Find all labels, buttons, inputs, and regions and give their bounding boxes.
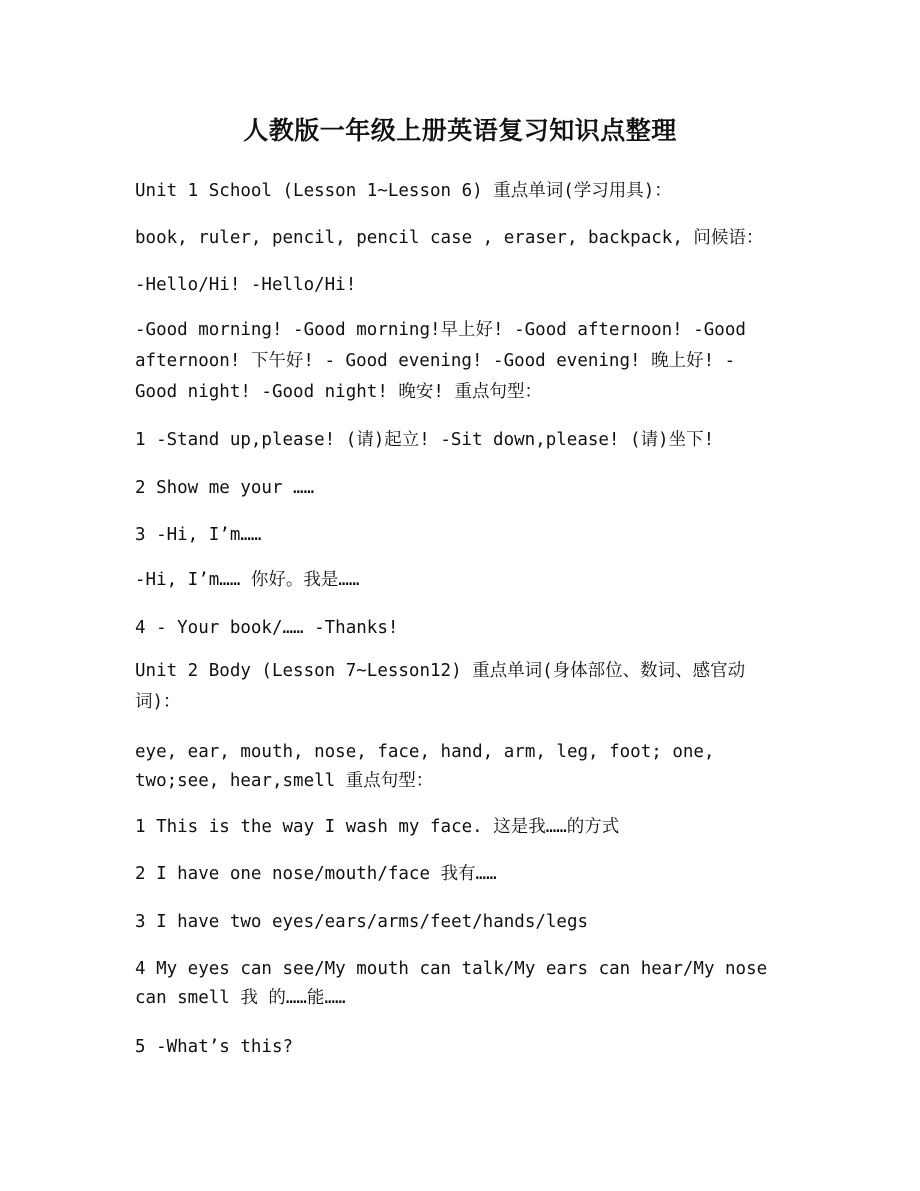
paragraph-unit2-sentence-1: 1 This is the way I wash my face. 这是我……的方式 xyxy=(135,817,620,837)
paragraph-sentence-1: 1 -Stand up,please! (请)起立! -Sit down,please! (请)坐下! xyxy=(135,430,715,450)
paragraph-sentence-4: 4 - Your book/…… -Thanks! xyxy=(135,618,399,638)
paragraph-hello: -Hello/Hi! -Hello/Hi! xyxy=(135,275,357,295)
paragraph-unit2-sentence-2: 2 I have one nose/mouth/face 我有…… xyxy=(135,864,497,884)
paragraph-unit2-sentence-3: 3 I have two eyes/ears/arms/feet/hands/legs xyxy=(135,912,589,932)
paragraph-unit1-heading: Unit 1 School (Lesson 1~Lesson 6) 重点单词(学习用具)： xyxy=(135,181,672,201)
paragraph-unit2-words: eye, ear, mouth, nose, face, hand, arm, leg, foot; one, two;see, hear,smell 重点句型： xyxy=(135,742,715,791)
paragraph-unit2-sentence-5: 5 -What’s this? xyxy=(135,1037,294,1057)
paragraph-sentence-2: 2 Show me your …… xyxy=(135,478,315,498)
document-title: 人教版一年级上册英语复习知识点整理 xyxy=(243,116,677,145)
paragraph-unit2-sentence-4: 4 My eyes can see/My mouth can talk/My ears can hear/My nose can smell 我 的……能…… xyxy=(135,959,768,1008)
paragraph-sentence-3: 3 -Hi, I’m…… xyxy=(135,525,262,545)
paragraph-unit1-words: book, ruler, pencil, pencil case , eraser, backpack, 问候语： xyxy=(135,228,764,248)
paragraph-greetings: -Good morning! -Good morning!早上好! -Good afternoon! -Good afternoon! 下午好! - Good evening! -Good evening! 晚上好! - Good night! -Good night! 晚安! 重点句型： xyxy=(135,320,746,402)
paragraph-unit2-heading: Unit 2 Body (Lesson 7~Lesson12) 重点单词(身体部位、数词、感官动词)： xyxy=(135,661,746,712)
paragraph-sentence-3-reply: -Hi, I’m…… 你好。我是…… xyxy=(135,570,360,590)
